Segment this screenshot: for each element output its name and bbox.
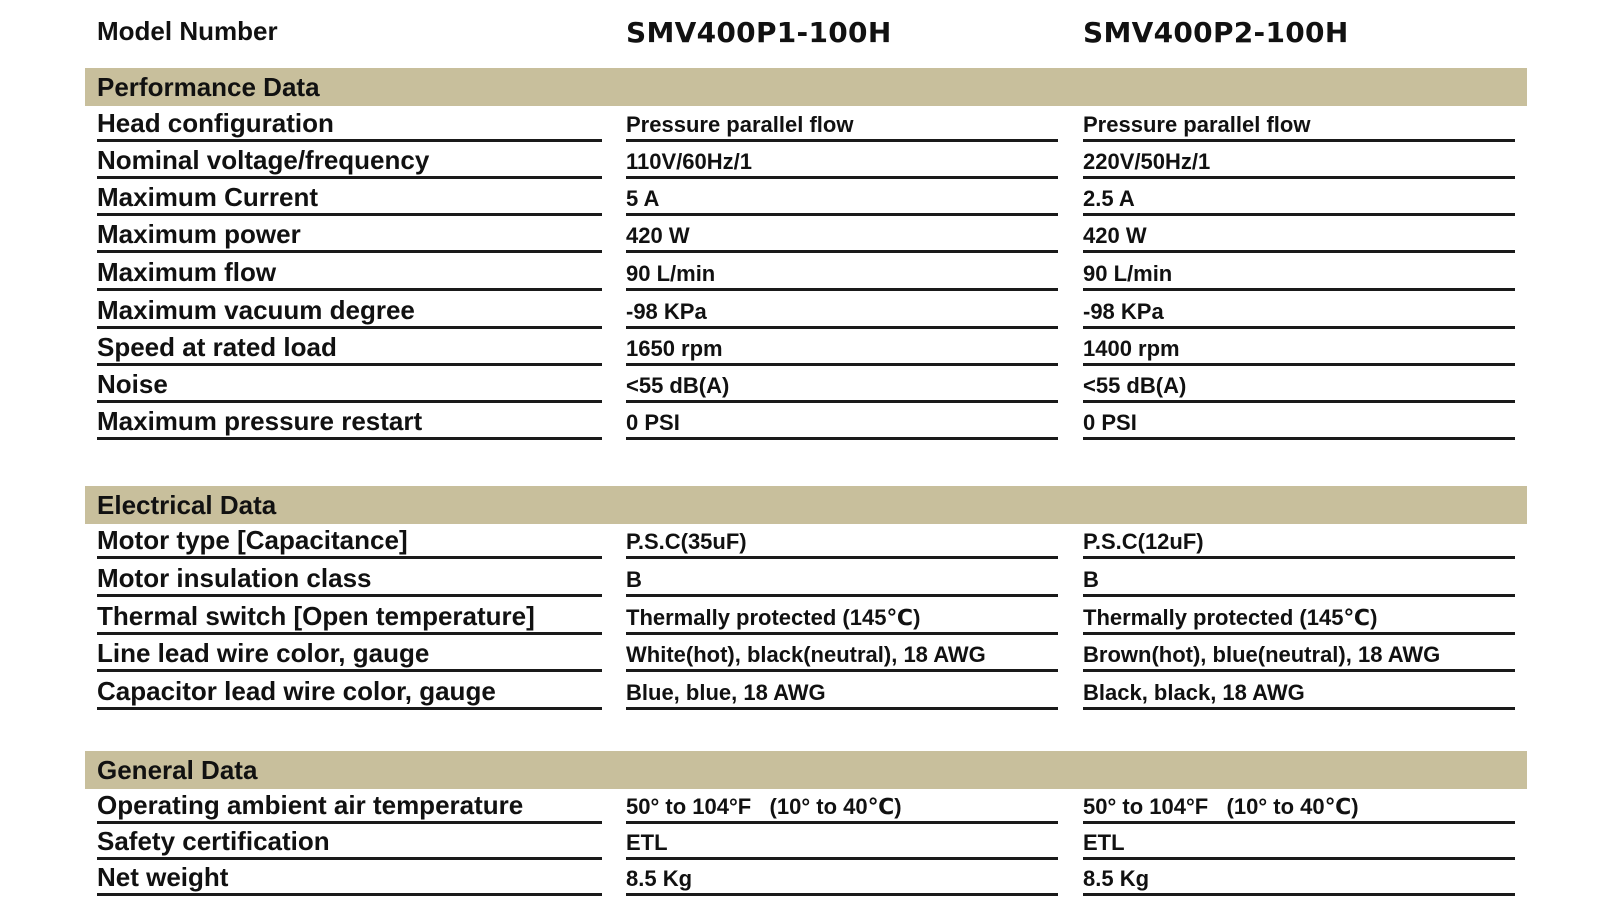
spec-label: Maximum Current <box>97 180 602 216</box>
spec-label: Noise <box>97 367 602 403</box>
spec-label: Capacitor lead wire color, gauge <box>97 674 602 710</box>
spec-value-model-2: Thermally protected (145℃) <box>1083 599 1515 635</box>
spec-value-model-2: 50° to 104°F (10° to 40℃) <box>1083 788 1515 824</box>
spec-value-model-1: 110V/60Hz/1 <box>626 143 1058 179</box>
spec-value-model-2: -98 KPa <box>1083 293 1515 329</box>
model-number-header <box>0 14 1600 54</box>
spec-value-model-2: Pressure parallel flow <box>1083 106 1515 142</box>
spec-value-model-2: 90 L/min <box>1083 255 1515 291</box>
section-electrical-data <box>85 486 1527 524</box>
spec-value-model-2: Black, black, 18 AWG <box>1083 674 1515 710</box>
spec-label: Safety certification <box>97 824 602 860</box>
spec-value-model-1: ETL <box>626 824 1058 860</box>
spec-label: Operating ambient air temperature <box>97 788 602 824</box>
spec-value-model-2: 2.5 A <box>1083 180 1515 216</box>
spec-value-model-1: 8.5 Kg <box>626 860 1058 896</box>
spec-label: Net weight <box>97 860 602 896</box>
spec-value-model-2: 0 PSI <box>1083 404 1515 440</box>
section-general-data <box>85 751 1527 789</box>
spec-label: Maximum power <box>97 217 602 253</box>
section-title: Electrical Data <box>97 490 277 520</box>
spec-value-model-2: 1400 rpm <box>1083 330 1515 366</box>
spec-value-model-1: Pressure parallel flow <box>626 106 1058 142</box>
spec-row-ambient-temperature <box>0 786 1600 824</box>
model-number-label: Model Number <box>97 16 278 46</box>
spec-row-maximum-flow <box>0 253 1600 291</box>
spec-label: Motor insulation class <box>97 561 602 597</box>
spec-label: Maximum flow <box>97 255 602 291</box>
spec-label: Thermal switch [Open temperature] <box>97 599 602 635</box>
spec-row-maximum-current <box>0 178 1600 216</box>
spec-value-model-1: -98 KPa <box>626 293 1058 329</box>
spec-row-insulation-class <box>0 559 1600 597</box>
spec-value-model-2: B <box>1083 561 1515 597</box>
spec-row-line-lead-wire <box>0 634 1600 672</box>
spec-row-pressure-restart <box>0 402 1600 440</box>
spec-label: Motor type [Capacitance] <box>97 523 602 559</box>
spec-row-net-weight <box>0 858 1600 896</box>
spec-value-model-1: P.S.C(35uF) <box>626 523 1058 559</box>
spec-value-model-1: Thermally protected (145℃) <box>626 599 1058 635</box>
spec-value-model-1: 5 A <box>626 180 1058 216</box>
model-1-name: SMV400P1-100H <box>626 16 892 49</box>
spec-row-motor-type <box>0 521 1600 559</box>
spec-row-thermal-switch <box>0 597 1600 635</box>
spec-value-model-1: 90 L/min <box>626 255 1058 291</box>
section-title: General Data <box>97 755 258 785</box>
spec-value-model-1: 1650 rpm <box>626 330 1058 366</box>
spec-value-model-1: 0 PSI <box>626 404 1058 440</box>
section-title: Performance Data <box>97 72 320 102</box>
spec-row-head-configuration <box>0 104 1600 142</box>
spec-value-model-2: Brown(hot), blue(neutral), 18 AWG <box>1083 636 1515 672</box>
spec-value-model-1: 50° to 104°F (10° to 40℃) <box>626 788 1058 824</box>
spec-value-model-1: Blue, blue, 18 AWG <box>626 674 1058 710</box>
spec-value-model-2: P.S.C(12uF) <box>1083 523 1515 559</box>
spec-label: Maximum vacuum degree <box>97 293 602 329</box>
spec-value-model-1: <55 dB(A) <box>626 367 1058 403</box>
spec-value-model-2: 420 W <box>1083 217 1515 253</box>
spec-row-noise <box>0 365 1600 403</box>
spec-label: Maximum pressure restart <box>97 404 602 440</box>
spec-value-model-2: ETL <box>1083 824 1515 860</box>
spec-row-speed <box>0 328 1600 366</box>
spec-value-model-2: 8.5 Kg <box>1083 860 1515 896</box>
spec-value-model-1: White(hot), black(neutral), 18 AWG <box>626 636 1058 672</box>
spec-label: Head configuration <box>97 106 602 142</box>
section-performance-data <box>85 68 1527 106</box>
spec-label: Line lead wire color, gauge <box>97 636 602 672</box>
spec-row-maximum-power <box>0 215 1600 253</box>
spec-label: Nominal voltage/frequency <box>97 143 602 179</box>
model-2-name: SMV400P2-100H <box>1083 16 1349 49</box>
spec-value-model-1: B <box>626 561 1058 597</box>
spec-label: Speed at rated load <box>97 330 602 366</box>
spec-row-maximum-vacuum <box>0 291 1600 329</box>
spec-row-nominal-voltage <box>0 141 1600 179</box>
spec-value-model-2: 220V/50Hz/1 <box>1083 143 1515 179</box>
spec-value-model-1: 420 W <box>626 217 1058 253</box>
spec-row-safety-certification <box>0 822 1600 860</box>
spec-row-capacitor-lead-wire <box>0 672 1600 710</box>
spec-value-model-2: <55 dB(A) <box>1083 367 1515 403</box>
